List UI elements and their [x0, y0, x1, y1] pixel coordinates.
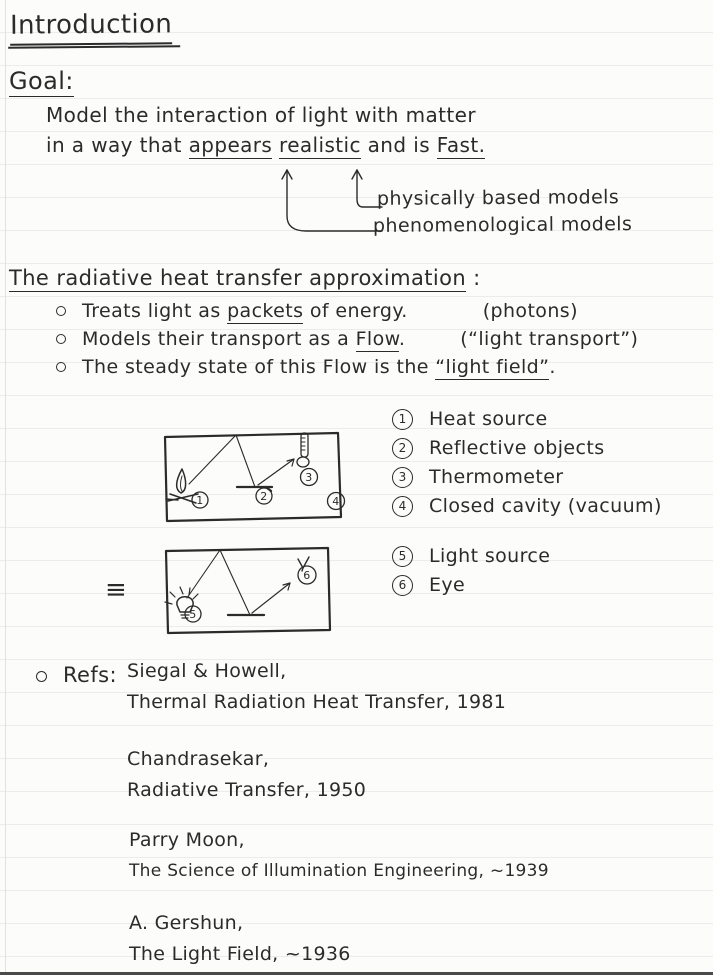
- label-3: [301, 469, 318, 486]
- bullet-2-post: .: [398, 328, 406, 350]
- thermometer-icon: [297, 433, 309, 467]
- approx-heading-text: The radiative heat transfer approximation: [9, 266, 467, 290]
- ref-4-authors: A. Gershun,: [129, 912, 244, 934]
- bullet-circle-icon: [56, 306, 66, 316]
- circled-2-icon: 2: [392, 438, 413, 459]
- bullet-2-text: [82, 328, 638, 350]
- label-6: [298, 566, 316, 584]
- legend-item-closed-cavity: [392, 495, 662, 517]
- light-legend: [392, 545, 550, 603]
- goal-label: [9, 67, 74, 95]
- ref-3-title: The Science of Illumination Engineering, ~1939: [129, 861, 549, 881]
- bullet-1-text: [82, 300, 578, 322]
- circled-4-icon: 4: [392, 496, 413, 517]
- cavity-box-icon: [165, 433, 341, 521]
- svg-text:5: 5: [189, 608, 197, 621]
- bullet-1-post: of energy.: [303, 300, 408, 322]
- legend-label: Heat source: [429, 408, 548, 430]
- svg-text:4: 4: [332, 495, 340, 508]
- goal-line-2-pre: in a way that: [46, 133, 189, 157]
- bullet-circle-icon: [56, 334, 66, 344]
- legend-label: Eye: [429, 574, 466, 596]
- ref-3-authors: Parry Moon,: [129, 829, 245, 851]
- ray-arrow-icon: [252, 583, 290, 613]
- bullet-3-key: “light field”: [435, 356, 550, 378]
- goal-label-text: Goal:: [9, 67, 74, 95]
- goal-word-appears: appears: [188, 133, 273, 157]
- legend-item-thermometer: [392, 466, 662, 488]
- goal-line-1: Model the interaction of light with matter: [46, 103, 476, 127]
- svg-text:1: 1: [196, 494, 204, 507]
- approx-heading-colon: :: [466, 266, 481, 290]
- ref-1-title: Thermal Radiation Heat Transfer, 1981: [127, 691, 507, 713]
- annotation-phenomenological: phenomenological models: [372, 213, 633, 237]
- circled-1-icon: 1: [392, 409, 413, 430]
- scan-edge-left: [5, 0, 6, 975]
- annotation-arrows: [278, 160, 383, 236]
- approx-bullet-2: [56, 328, 638, 350]
- heat-cavity-diagram: [158, 428, 346, 525]
- legend-label: Thermometer: [429, 466, 564, 488]
- legend-label: Reflective objects: [429, 437, 605, 459]
- label-4: [328, 493, 345, 510]
- ref-1-authors: Siegal & Howell,: [127, 660, 287, 682]
- bullet-1-pre: Treats light as: [82, 300, 228, 322]
- campfire-icon: [166, 469, 198, 503]
- bullet-3-pre: The steady state of this Flow is the: [82, 356, 436, 378]
- light-path-icon: [187, 550, 250, 615]
- bullet-1-key: packets: [227, 300, 304, 322]
- bullet-2-key: Flow: [355, 328, 399, 350]
- label-5: [185, 606, 201, 622]
- page-title: [10, 9, 173, 40]
- bullet-1-note: (photons): [482, 300, 578, 322]
- goal-line-2: [46, 133, 485, 157]
- legend-item-heat-source: [392, 408, 662, 430]
- goal-line-2-mid: and is: [360, 133, 437, 157]
- page-title-text: Introduction: [10, 9, 173, 45]
- ref-2-title: Radiative Transfer, 1950: [127, 779, 367, 801]
- approx-bullet-1: [56, 300, 578, 322]
- refs-label: Refs:: [63, 663, 117, 687]
- approx-bullet-3: [56, 356, 556, 378]
- goal-line-2-space: [272, 133, 279, 157]
- goal-word-fast: Fast.: [436, 133, 486, 157]
- light-cavity-diagram: [160, 544, 336, 637]
- arrow-to-appears-icon: [282, 170, 382, 231]
- approx-heading: [9, 266, 481, 290]
- svg-text:2: 2: [260, 490, 268, 503]
- light-path-icon: [189, 435, 255, 487]
- refs-header: [36, 663, 117, 687]
- ref-4-title: The Light Field, ~1936: [129, 943, 351, 965]
- ref-2-authors: Chandrasekar,: [127, 748, 270, 770]
- bullet-3-text: [82, 356, 556, 378]
- label-1: [192, 492, 208, 508]
- heat-legend: [392, 408, 662, 524]
- circled-3-icon: 3: [392, 467, 413, 488]
- ray-arrow-icon: [258, 459, 294, 485]
- bullet-2-note: (“light transport”): [460, 328, 639, 350]
- legend-item-reflective-objects: [392, 437, 662, 459]
- legend-label: Closed cavity (vacuum): [429, 495, 662, 517]
- equivalence-symbol: ≡: [105, 575, 128, 605]
- bullet-2-pre: Models their transport as a: [82, 328, 356, 350]
- legend-item-light-source: [392, 545, 550, 567]
- bullet-circle-icon: [56, 362, 66, 372]
- label-2: [256, 488, 272, 504]
- bullet-3-post: .: [549, 356, 556, 378]
- svg-text:6: 6: [303, 569, 311, 582]
- legend-label: Light source: [429, 545, 551, 567]
- goal-word-realistic: realistic: [279, 133, 361, 157]
- bullet-circle-icon: [36, 671, 47, 682]
- circled-5-icon: 5: [392, 546, 413, 567]
- annotation-physically: physically based models: [376, 186, 620, 210]
- legend-item-eye: [392, 574, 550, 596]
- svg-text:3: 3: [305, 471, 313, 484]
- circled-6-icon: 6: [392, 575, 413, 596]
